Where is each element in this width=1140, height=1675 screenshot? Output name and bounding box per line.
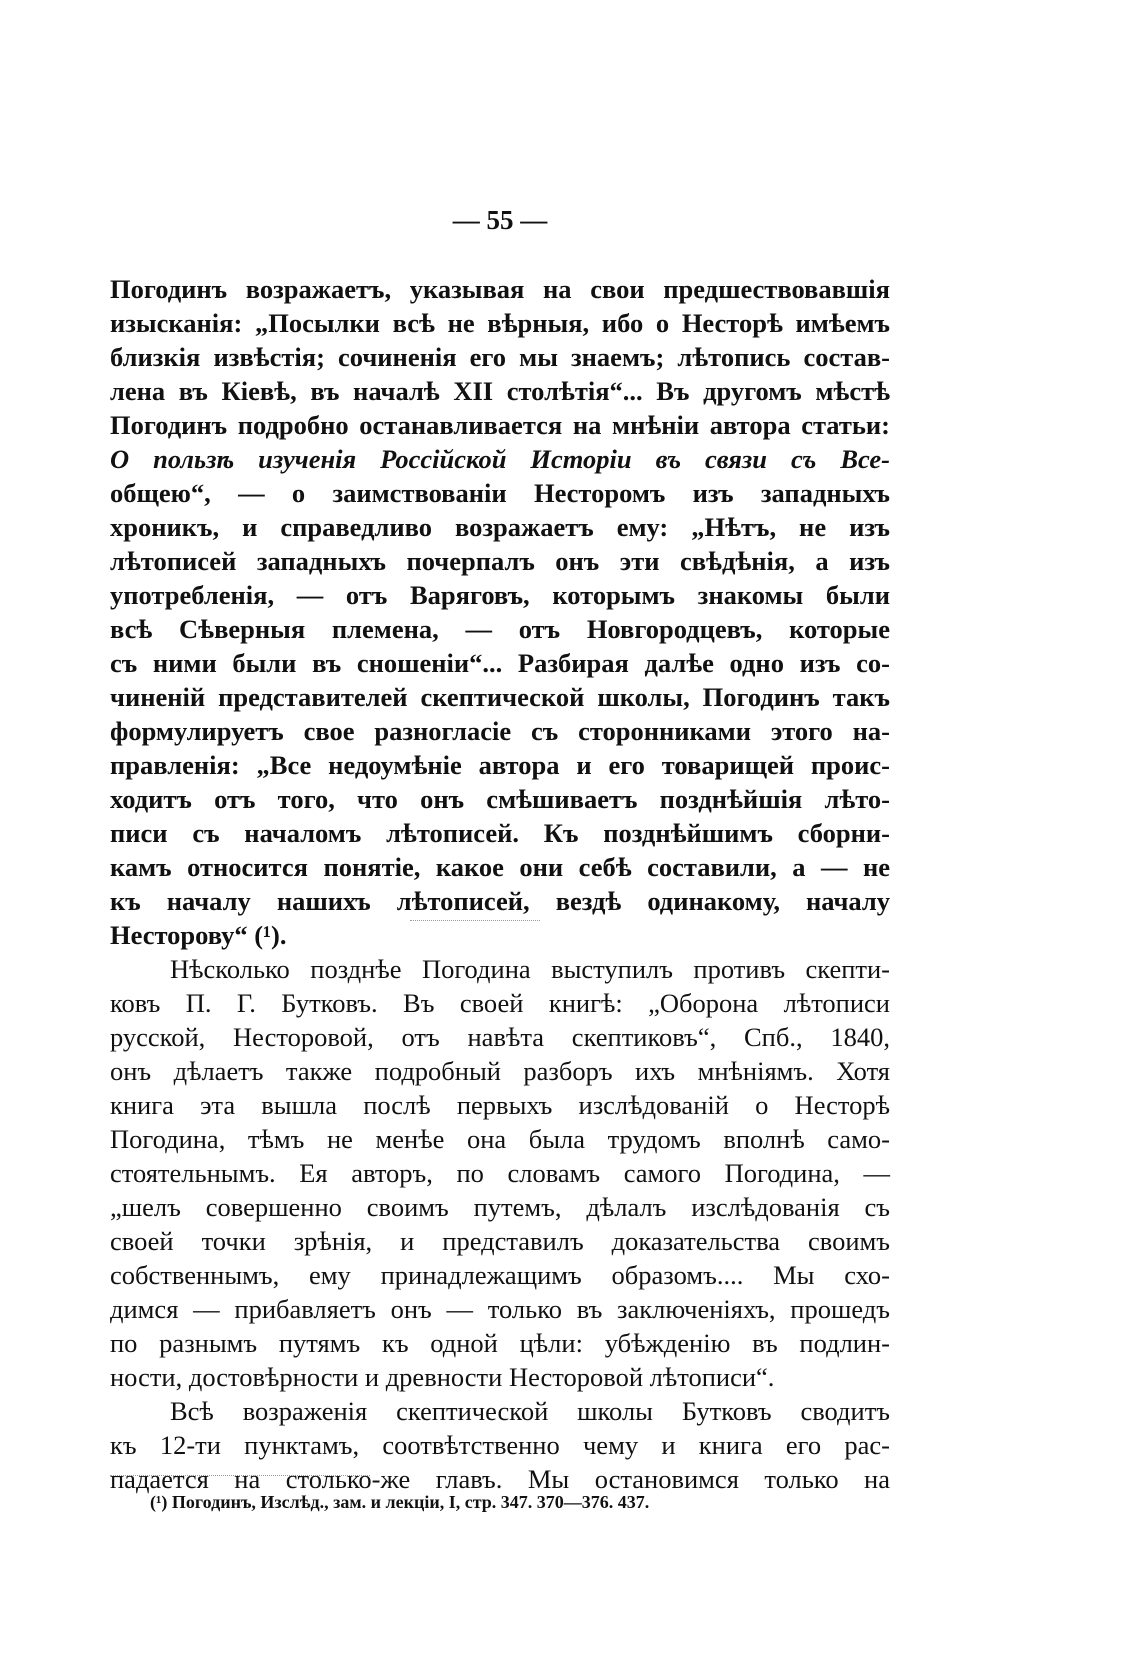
section-divider xyxy=(410,920,540,921)
text-line: падается на столько-же главъ. Мы остановимся только на xyxy=(110,1464,890,1494)
text-line: собственнымъ, ему принадлежащимъ образомъ.... Мы схо- xyxy=(110,1260,890,1290)
text-line: близкія извѣстія; сочиненія его мы знаемъ; лѣтопись состав- xyxy=(110,342,890,372)
footnote: (¹) Погодинъ, Изслѣд., зам. и лекціи, I, стр. 347. 370—376. 437. xyxy=(150,1492,650,1512)
text-line: по разнымъ путямъ къ одной цѣли: убѣжденію въ подлин- xyxy=(110,1328,890,1358)
text-line: съ ними были въ сношеніи“... Разбирая далѣе одно изъ со- xyxy=(110,648,890,678)
footnote-divider xyxy=(110,1475,370,1476)
page-number: — 55 — xyxy=(452,205,548,235)
text-line: лена въ Кіевѣ, въ началѣ XII столѣтія“... Въ другомъ мѣстѣ xyxy=(110,376,890,406)
text-line: Погодинъ возражаетъ, указывая на свои предшествовавшія xyxy=(110,274,890,304)
text-line: лѣтописей западныхъ почерпалъ онъ эти свѣдѣнія, а изъ xyxy=(110,546,890,576)
text-line: ности, достовѣрности и древности Несторовой лѣтописи“. xyxy=(110,1362,775,1392)
text-line: Погодинъ подробно останавливается на мнѣніи автора статьи: xyxy=(110,410,890,440)
text-line: правленія: „Все недоумѣніе автора и его товарищей проис- xyxy=(110,750,890,780)
text-line: Погодина, тѣмъ не менѣе она была трудомъ вполнѣ само- xyxy=(110,1124,890,1154)
text-line: чиненій представителей скептической школы, Погодинъ такъ xyxy=(110,682,890,712)
text-line: Несторову“ (¹). xyxy=(110,920,287,950)
text-line: Нѣсколько позднѣе Погодина выступилъ противъ скепти- xyxy=(170,954,890,984)
text-line: русской, Несторовой, отъ навѣта скептиковъ“, Спб., 1840, xyxy=(110,1022,890,1052)
text-line: камъ относится понятіе, какое они себѣ составили, а — не xyxy=(110,852,890,882)
text-line: ковъ П. Г. Бутковъ. Въ своей книгѣ: „Оборона лѣтописи xyxy=(110,988,890,1018)
text-line: Всѣ возраженія скептической школы Бутковъ сводитъ xyxy=(170,1396,890,1426)
paragraph-2 xyxy=(110,952,890,1496)
paragraph-1 xyxy=(110,272,890,952)
text-line: употребленія, — отъ Варяговъ, которымъ знакомы были xyxy=(110,580,890,610)
text-line: къ 12-ти пунктамъ, соотвѣтственно чему и книга его рас- xyxy=(110,1430,890,1460)
text-line: всѣ Сѣверныя племена, — отъ Новгородцевъ, которые xyxy=(110,614,890,644)
text-line: своей точки зрѣнія, и представилъ доказательства своимъ xyxy=(110,1226,890,1256)
text-line: изысканія: „Посылки всѣ не вѣрныя, ибо о Несторѣ имѣемъ xyxy=(110,308,890,338)
text-line: онъ дѣлаетъ также подробный разборъ ихъ мнѣніямъ. Хотя xyxy=(110,1056,890,1086)
text-line: писи съ началомъ лѣтописей. Къ позднѣйшимъ сборни- xyxy=(110,818,890,848)
text-line: формулируетъ свое разногласіе съ сторонниками этого на- xyxy=(110,716,890,746)
text-line: общею“, — о заимствованіи Несторомъ изъ западныхъ xyxy=(110,478,890,508)
text-line: „шелъ совершенно своимъ путемъ, дѣлалъ изслѣдованія съ xyxy=(110,1192,890,1222)
text-line: димся — прибавляетъ онъ — только въ заключеніяхъ, прошедъ xyxy=(110,1294,890,1324)
text-line: книга эта вышла послѣ первыхъ изслѣдованій о Несторѣ xyxy=(110,1090,890,1120)
text-line: къ началу нашихъ лѣтописей, вездѣ одинакому, началу xyxy=(110,886,890,916)
text-line: стоятельнымъ. Ея авторъ, по словамъ самого Погодина, — xyxy=(110,1158,890,1188)
text-line: ходитъ отъ того, что онъ смѣшиваетъ позднѣйшія лѣто- xyxy=(110,784,890,814)
text-line: хроникъ, и справедливо возражаетъ ему: „Нѣтъ, не изъ xyxy=(110,512,890,542)
text-line-italic: О пользѣ изученія Россійской Исторіи въ связи съ Все- xyxy=(110,444,890,474)
